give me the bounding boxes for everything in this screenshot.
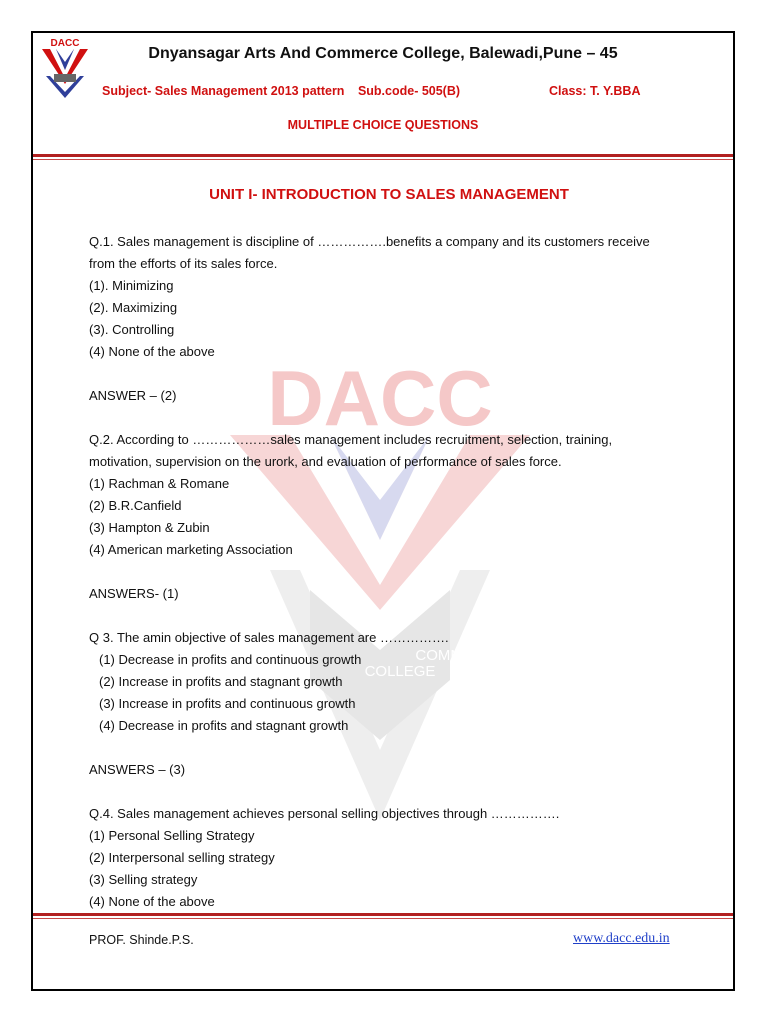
option-item: (4) None of the above: [89, 344, 215, 359]
question-text: Q.4. Sales management achieves personal selling objectives through …………….: [89, 806, 560, 821]
question-text: motivation, supervision on the urork, and evaluation of performance of sales force.: [89, 454, 562, 469]
option-item: (4) Decrease in profits and stagnant growth: [99, 718, 349, 733]
footer-website-link[interactable]: www.dacc.edu.in: [573, 931, 670, 946]
class-text: Class: T. Y.BBA: [549, 84, 641, 98]
answer-text: ANSWERS- (1): [89, 586, 179, 601]
question-text: Q 3. The amin objective of sales management are …………….: [89, 630, 449, 645]
logo-text: DACC: [50, 38, 80, 49]
option-item: (1) Rachman & Romane: [89, 476, 230, 491]
subject-line: [102, 84, 470, 98]
question-block: [89, 231, 689, 429]
question-content: [89, 186, 689, 913]
question-text: Q.1. Sales management is discipline of …………….benefits a company and its customers receive: [89, 234, 650, 249]
answer-text: ANSWERS – (3): [89, 762, 186, 777]
watermark-commerce: COMMERCE: [415, 647, 505, 664]
watermark-college: COLLEGE: [364, 663, 436, 680]
question-text: Q.2. According to ………………sales management includes recruitment, selection, training,: [89, 432, 613, 447]
footer-divider: [33, 913, 733, 916]
subject-text: Subject- Sales Management 2013 pattern: [102, 84, 345, 98]
option-item: (1). Minimizing: [89, 278, 174, 293]
option-item: (2). Maximizing: [89, 300, 178, 315]
option-item: (2) B.R.Canfield: [89, 498, 182, 513]
option-item: (3) Hampton & Zubin: [89, 520, 210, 535]
option-item: (3) Selling strategy: [89, 872, 198, 887]
mcq-title: MULTIPLE CHOICE QUESTIONS: [287, 118, 479, 132]
footer-author: PROF. Shinde.P.S.: [89, 933, 194, 947]
header-divider-thin: [33, 159, 733, 160]
option-item: (4) American marketing Association: [89, 542, 293, 557]
footer-divider-thin: [33, 918, 733, 919]
subcode-text: Sub.code- 505(B): [357, 84, 461, 98]
option-item: (2) Increase in profits and stagnant growth: [99, 674, 343, 689]
college-name: Dnyansagar Arts And Commerce College, Balewadi,Pune – 45: [148, 45, 618, 62]
header-divider: [33, 154, 733, 157]
question-block: [89, 627, 689, 803]
page-header: [33, 33, 733, 157]
option-item: (4) None of the above: [89, 894, 215, 909]
option-item: (1) Decrease in profits and continuous growth: [99, 652, 362, 667]
watermark-dacc-letters: DACC: [267, 354, 493, 442]
option-item: (2) Interpersonal selling strategy: [89, 850, 275, 865]
question-block: [89, 803, 689, 913]
question-list: [89, 231, 689, 913]
question-block: [89, 429, 689, 627]
answer-text: ANSWER – (2): [89, 388, 177, 403]
unit-title: UNIT I- INTRODUCTION TO SALES MANAGEMENT: [209, 186, 569, 203]
option-item: (3). Controlling: [89, 322, 175, 337]
option-item: (3) Increase in profits and continuous growth: [99, 696, 356, 711]
question-text: from the efforts of its sales force.: [89, 256, 278, 271]
option-item: (1) Personal Selling Strategy: [89, 828, 255, 843]
